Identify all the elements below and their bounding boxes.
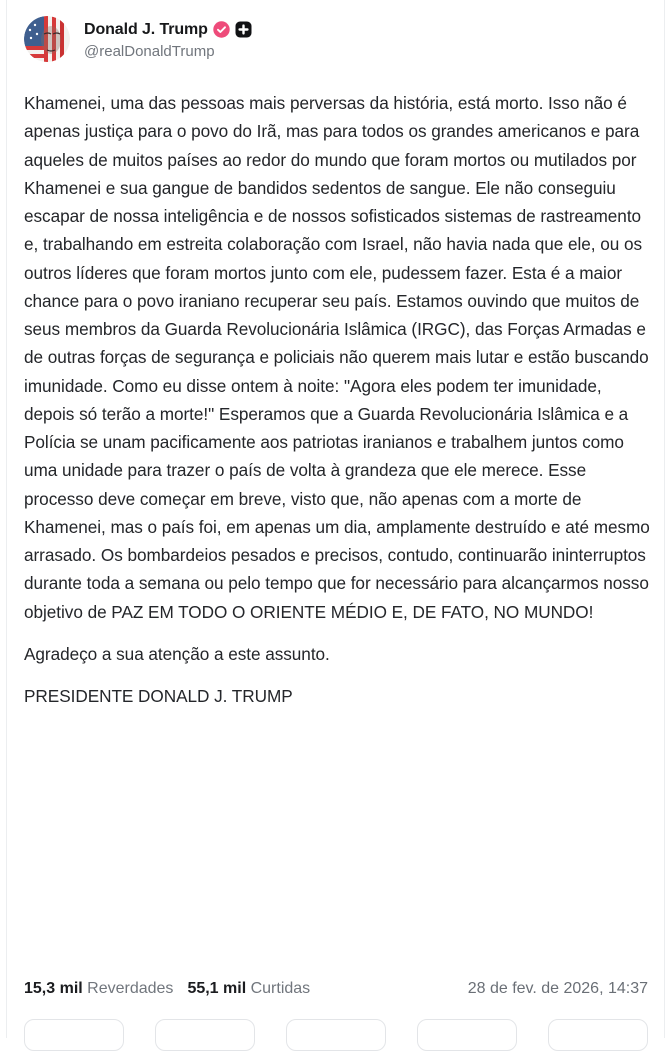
post-signature: PRESIDENTE DONALD J. TRUMP [24,686,293,706]
post-paragraph-main: Khamenei, uma das pessoas mais perversas da história, está morto. Isso não é apenas justiça para o povo do Irã, mas para todos os grandes americanos e para aqueles de muitos países ao redor do mundo que foram mortos ou mutilados por Khamenei e sua gangue de bandidos sedentos de sangue. Ele não conseguiu escapar de nossa inteligência e de nossos sofisticados sistemas de rastreamento e, trabalhando em estreita colaboração com Israel, não havia nada que ele, ou os outros líderes que foram mortos junto com ele, pudessem fazer. Esta é a maior chance para o povo iraniano recuperar seu país. Estamos ouvindo que muitos de seus membros da Guarda Revolucionária Islâmica (IRGC), das Forças Armadas e de outras forças de segurança e policiais não querem mais lutar e estão buscando imunidade. Como eu disse ontem à noite: "Agora eles podem ter imunidade, depois só terão a morte!" Esperamos que a Guarda Revolucionária Islâmica e a Polícia se unam pacificamente aos patriotas iranianos e trabalhem juntos como uma unidade para trazer o país de volta à grandeza que ele merece. Esse processo deve começar em breve, visto que, não apenas com a morte de Khamenei, mas o país foi, em apenas um dia, amplamente destruído e até mesmo arrasado. Os bombardeios pesados e precisos, contudo, continuarão ininterruptos durante toda a semana ou pelo tempo que for necessário para alcançarmos nosso objetivo de PAZ EM TODO O ORIENTE MÉDIO E, DE FATO, NO MUNDO! [24,93,650,622]
reposts-label: Reverdades [87,980,174,997]
post-paragraph-thanks: Agradeço a sua atenção a este assunto. [24,643,330,664]
avatar-image-icon [24,16,70,62]
post-timestamp[interactable]: 28 de fev. de 2026, 14:37 [467,980,648,997]
reposts-stat[interactable] [24,980,173,998]
author-name[interactable]: Donald J. Trump [84,20,208,38]
author-handle[interactable]: @realDonaldTrump [84,42,215,60]
plus-badge-icon [235,21,252,38]
reposts-count: 15,3 mil [24,980,83,997]
post-body [24,89,654,710]
post-stats [24,980,648,998]
avatar[interactable] [24,16,70,62]
likes-count: 55,1 mil [187,980,247,997]
verified-badge-icon [213,21,230,38]
likes-stat[interactable] [187,980,310,998]
post-header [24,15,252,63]
likes-label: Curtidas [250,980,311,997]
